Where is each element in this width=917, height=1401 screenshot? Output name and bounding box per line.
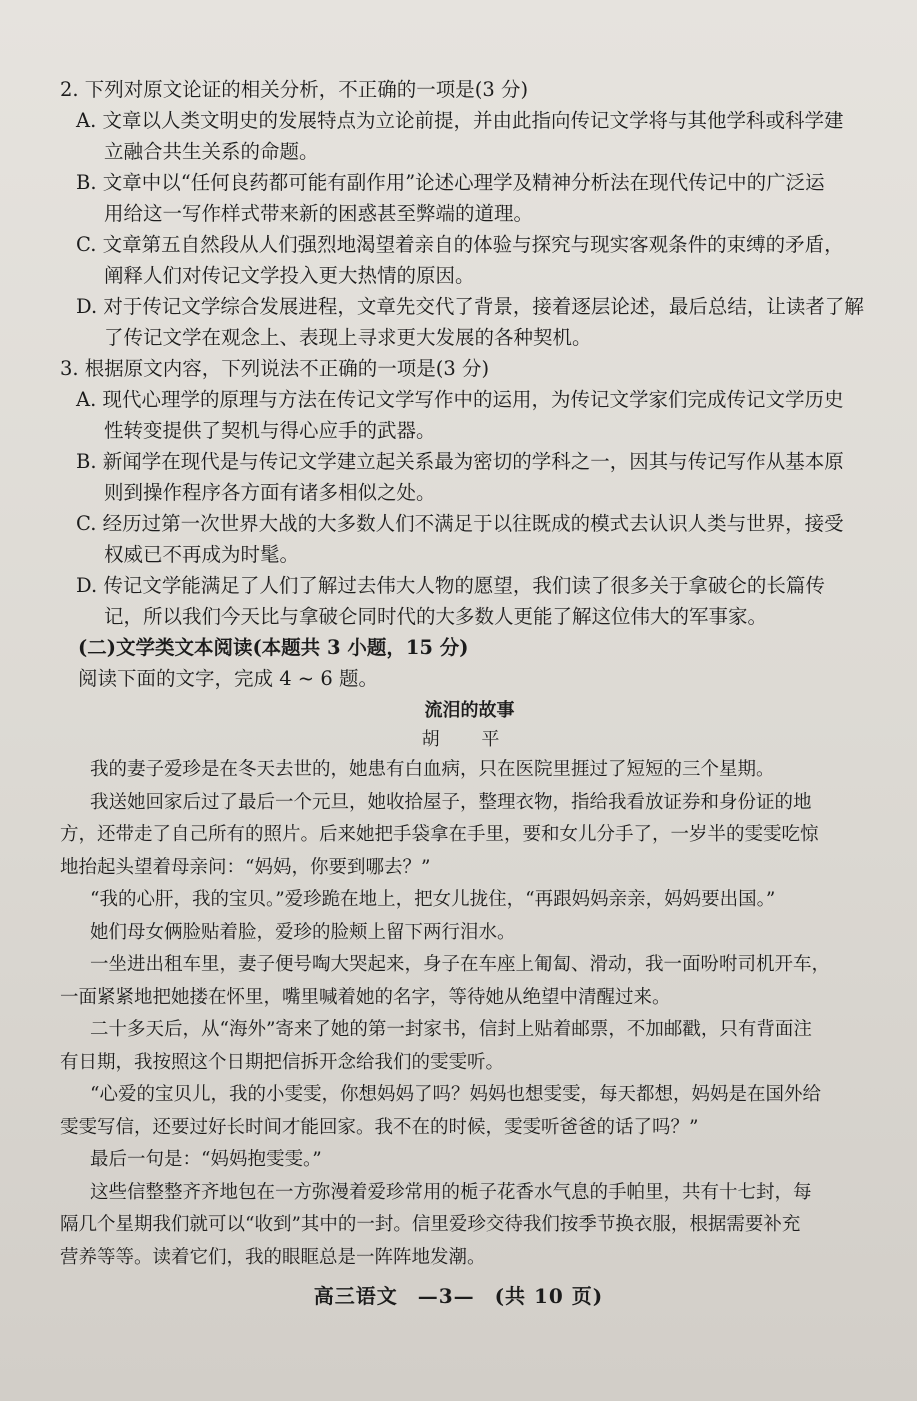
q3-option-c-line2: 权威已不再成为时髦。 [104, 543, 300, 566]
story-para-5-line1: 一坐进出租车里，妻子便号啕大哭起来，身子在车座上匍匐、滑动，我一面吩咐司机开车， [90, 954, 831, 975]
section-instruction: 阅读下面的文字，完成 4 ~ 6 题。 [78, 667, 378, 690]
story-para-7-line1: “心爱的宝贝儿，我的小雯雯，你想妈妈了吗？妈妈也想雯雯，每天都想，妈妈是在国外给 [90, 1084, 821, 1105]
story-para-5-line2: 一面紧紧地把她搂在怀里，嘴里喊着她的名字，等待她从绝望中清醒过来。 [60, 986, 671, 1008]
question-2-stem: 2. 下列对原文论证的相关分析，不正确的一项是(3 分) [60, 78, 529, 101]
q2-option-a-line2: 立融合共生关系的命题。 [104, 140, 319, 163]
q3-option-b-line2: 则到操作程序各方面有诸多相似之处。 [104, 481, 436, 504]
q2-option-c-line2: 阐释人们对传记文学投入更大热情的原因。 [104, 264, 475, 287]
section-heading: (二)文学类文本阅读(本题共 3 小题，15 分) [78, 636, 469, 659]
q2-option-d-line2: 了传记文学在观念上、表现上寻求更大发展的各种契机。 [104, 326, 592, 349]
story-para-6-line2: 有日期，我按照这个日期把信拆开念给我们的雯雯听。 [60, 1051, 505, 1073]
story-para-1-line1: 我的妻子爱珍是在冬天去世的，她患有白血病，只在医院里捱过了短短的三个星期。 [90, 759, 775, 780]
footer-subject: 高三语文 [313, 1284, 398, 1308]
q3-option-d-line2: 记，所以我们今天比与拿破仑同时代的大多数人更能了解这位伟大的军事家。 [104, 605, 768, 628]
story-para-9-line1: 这些信整整齐齐地包在一方弥漫着爱珍常用的栀子花香水气息的手帕里，共有十七封，每 [90, 1181, 812, 1203]
q3-option-d-line1: D. 传记文学能满足了人们了解过去伟大人物的愿望，我们读了很多关于拿破仑的长篇传 [76, 574, 825, 597]
story-para-2-line2: 方，还带走了自己所有的照片。后来她把手袋拿在手里，要和女儿分手了，一岁半的雯雯吃惊 [60, 824, 819, 845]
story-para-9-line2: 隔几个星期我们就可以“收到”其中的一封。信里爱珍交待我们按季节换衣服，根据需要补充 [60, 1214, 801, 1235]
question-3-stem: 3. 根据原文内容，下列说法不正确的一项是(3 分) [60, 357, 490, 380]
q2-option-d-line1: D. 对于传记文学综合发展进程，文章先交代了背景，接着逐层论述，最后总结，让读者了解 [76, 295, 864, 318]
q2-option-b-line2: 用给这一写作样式带来新的困惑甚至弊端的道理。 [104, 202, 534, 225]
q3-option-c-line1: C. 经历过第一次世界大战的大多数人们不满足于以往既成的模式去认识人类与世界，接受 [76, 512, 844, 535]
story-author: 胡 平 [421, 729, 518, 750]
footer-page-number: —3— [417, 1284, 475, 1308]
q3-option-a-line2: 性转变提供了契机与得心应手的武器。 [104, 419, 436, 442]
story-para-9-line3: 营养等等。读着它们，我的眼眶总是一阵阵地发潮。 [60, 1246, 486, 1268]
page-footer [0, 1280, 917, 1309]
footer-total-pages: (共 10 页) [494, 1284, 604, 1308]
story-para-6-line1: 二十多天后，从“海外”寄来了她的第一封家书，信封上贴着邮票，不加邮戳，只有背面注 [90, 1019, 812, 1040]
story-para-2-line1: 我送她回家后过了最后一个元旦，她收拾屋子，整理衣物，指给我看放证券和身份证的地 [90, 791, 812, 813]
story-para-8-line1: 最后一句是：“妈妈抱雯雯。” [90, 1149, 322, 1170]
story-para-4-line1: 她们母女俩脸贴着脸，爱珍的脸颊上留下两行泪水。 [90, 921, 516, 943]
q2-option-a-line1: A. 文章以人类文明史的发展特点为立论前提，并由此指向传记文学将与其他学科或科学建 [76, 109, 844, 132]
q3-option-a-line1: A. 现代心理学的原理与方法在传记文学写作中的运用，为传记文学家们完成传记文学历史 [76, 388, 844, 411]
story-para-7-line2: 雯雯写信，还要过好长时间才能回家。我不在的时候，雯雯听爸爸的话了吗？” [60, 1116, 699, 1138]
story-title: 流泪的故事 [424, 700, 515, 721]
story-para-2-line3: 地抬起头望着母亲问：“妈妈，你要到哪去？” [60, 856, 431, 878]
q2-option-c-line1: C. 文章第五自然段从人们强烈地渴望着亲自的体验与探究与现实客观条件的束缚的矛盾， [76, 233, 844, 256]
story-para-3-line1: “我的心肝，我的宝贝。”爱珍跪在地上，把女儿拢住，“再跟妈妈亲亲，妈妈要出国。” [90, 889, 776, 910]
q2-option-b-line1: B. 文章中以“任何良药都可能有副作用”论述心理学及精神分析法在现代传记中的广泛运 [76, 171, 825, 194]
q3-option-b-line1: B. 新闻学在现代是与传记文学建立起关系最为密切的学科之一，因其与传记写作从基本原 [76, 450, 844, 473]
